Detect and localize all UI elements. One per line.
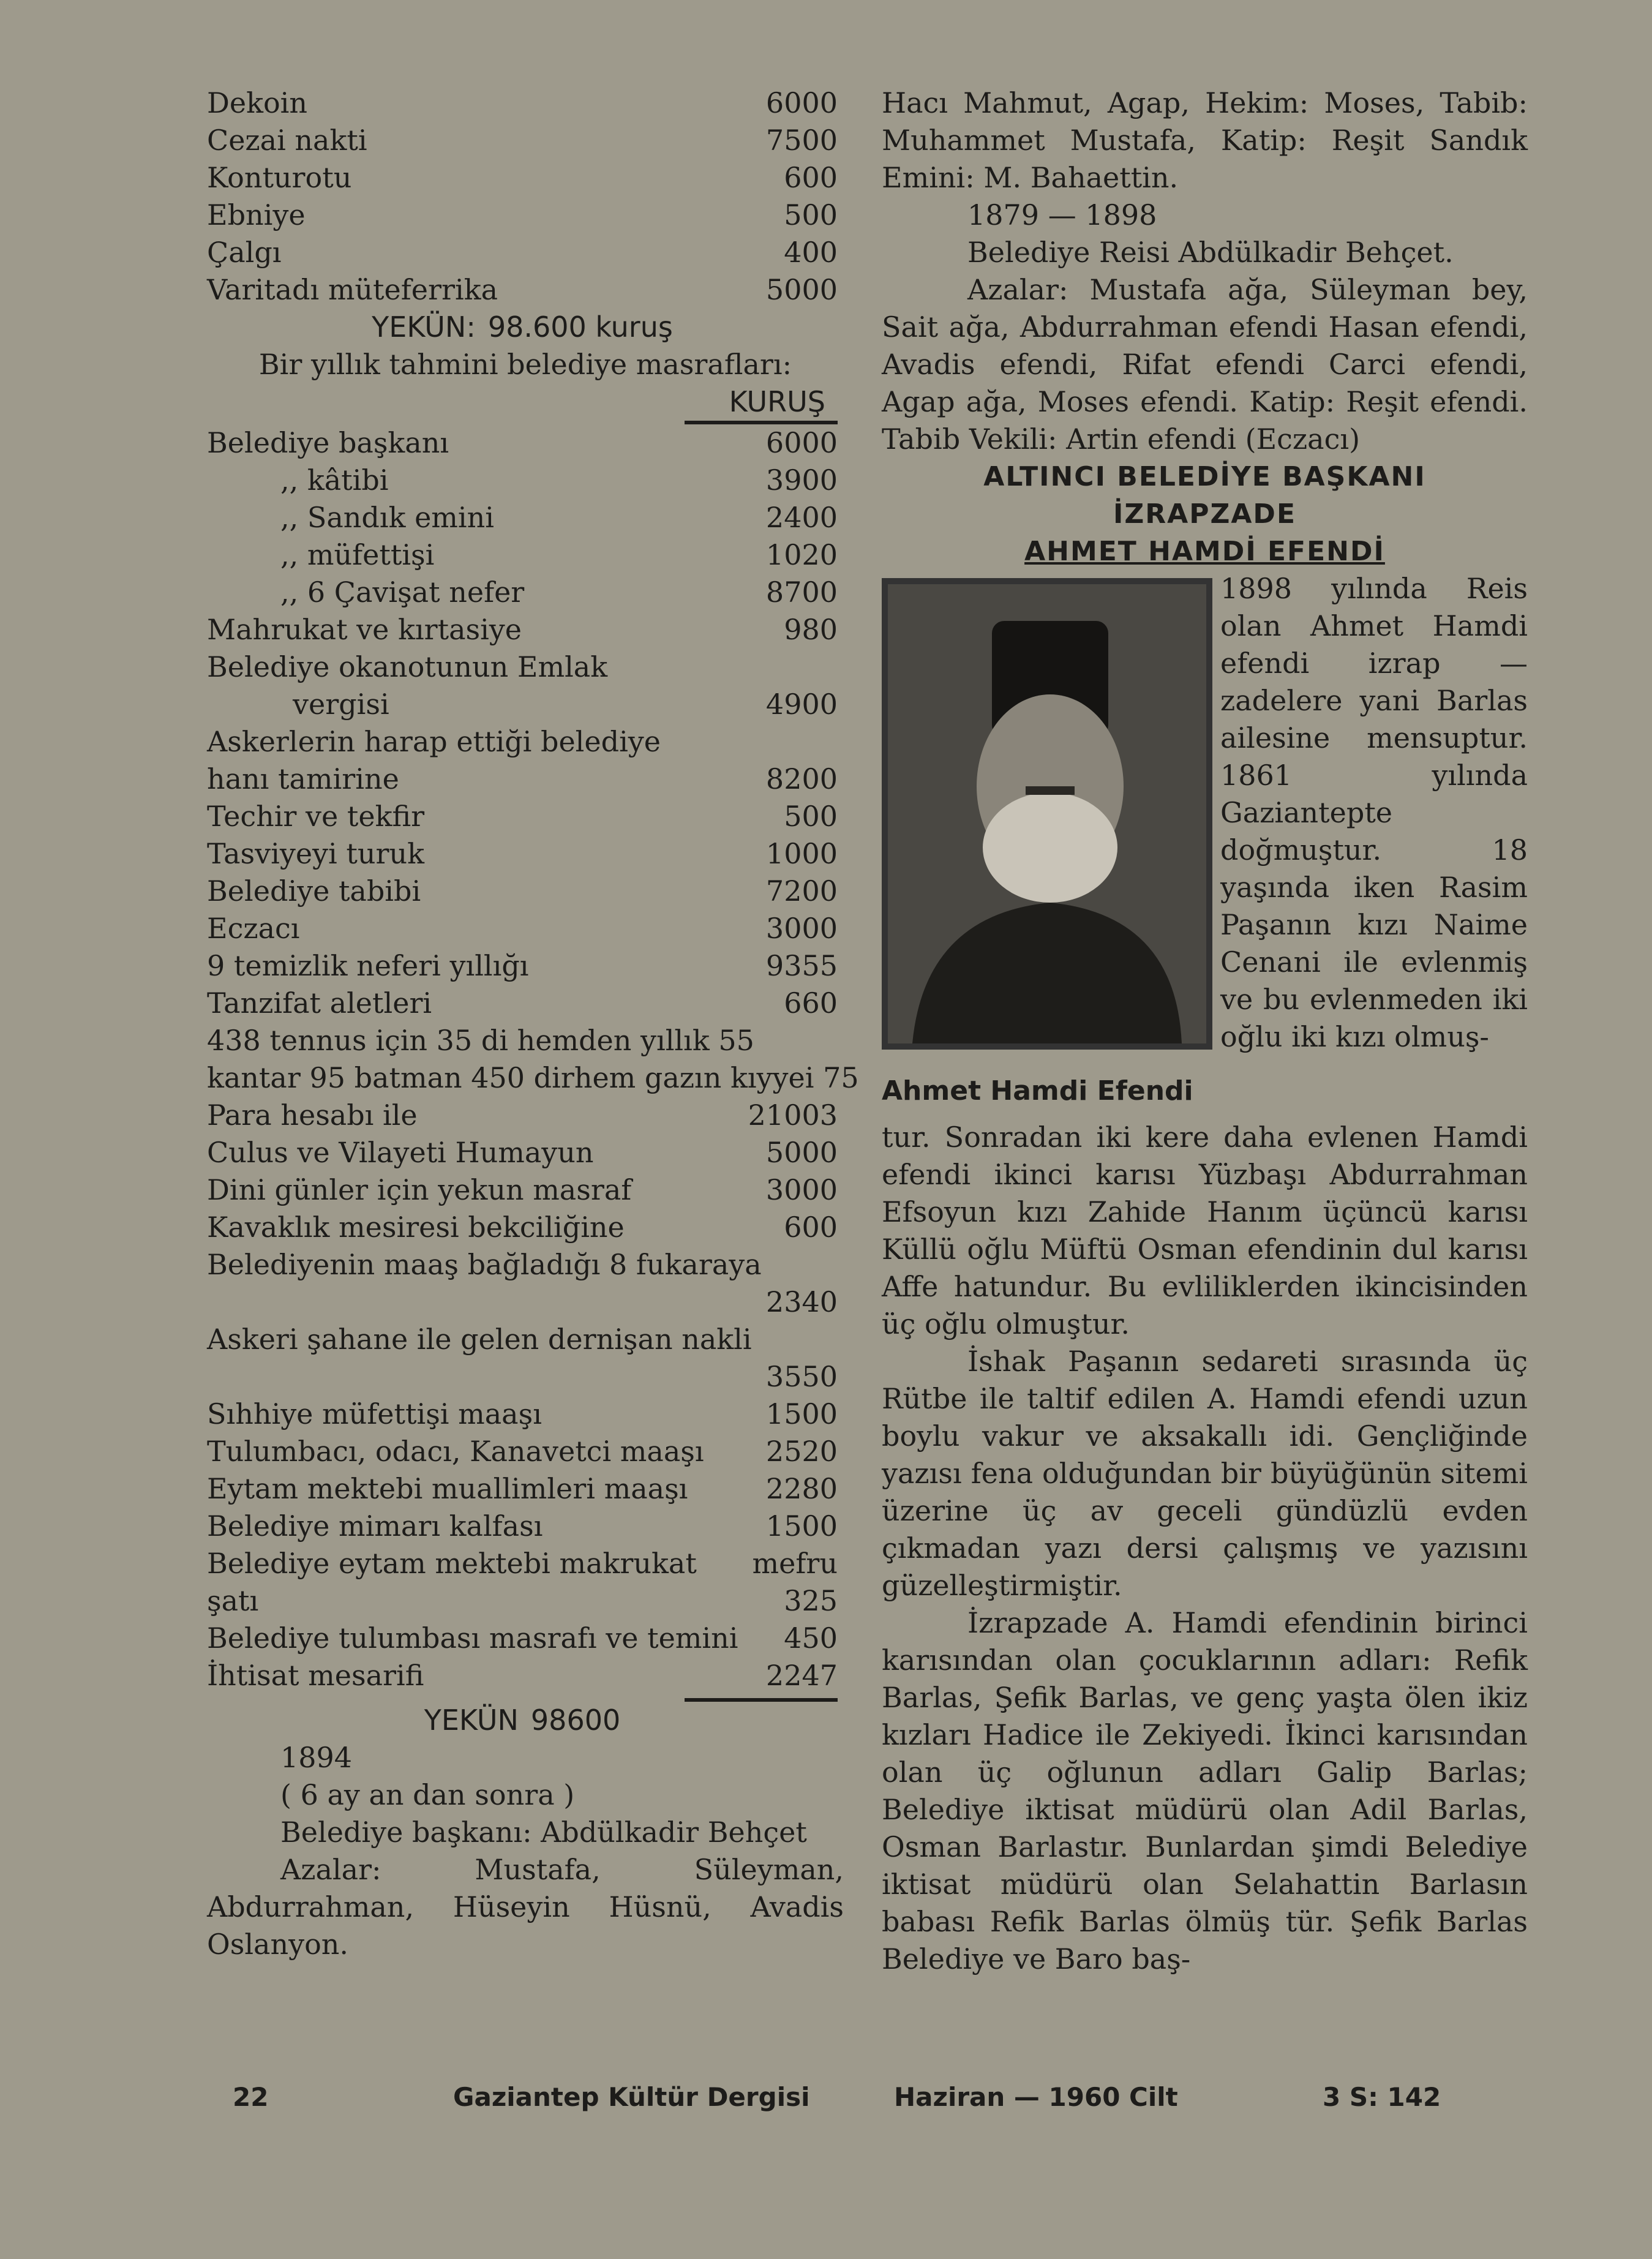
expense-value: 9355 bbox=[765, 949, 838, 982]
expense-value: 3900 bbox=[765, 464, 838, 497]
bio-paragraph-1: tur. Sonradan iki kere daha evlenen Hamdi efendi ikinci karısı Yüzbaşı Abdurrahman Efsoyun kızı Zahide Hanım üçüncü karısı Küllü oğlu Müftü Osman efendinin dul karısı Affe hatundur. Bu evliliklerden ikincisinden üç oğlu olmuştur. bbox=[882, 1121, 1528, 1340]
expense-row bbox=[207, 1097, 844, 1134]
expense-row bbox=[207, 574, 844, 611]
expense-row bbox=[207, 910, 844, 947]
income-value: 7500 bbox=[765, 124, 838, 157]
expense-value: mefru bbox=[752, 1547, 838, 1580]
income-row bbox=[207, 271, 844, 309]
expense-value: 1500 bbox=[765, 1397, 838, 1430]
expense-list bbox=[207, 424, 859, 1694]
section-heading-1: ALTINCI BELEDİYE BAŞKANI bbox=[983, 461, 1426, 492]
expense-value: 4900 bbox=[765, 688, 838, 721]
expense-row bbox=[207, 536, 844, 574]
income-total-value: 98.600 kuruş bbox=[487, 310, 673, 344]
expense-value: 325 bbox=[784, 1584, 838, 1617]
expense-row bbox=[207, 1022, 844, 1059]
expense-row bbox=[207, 648, 844, 686]
income-list bbox=[207, 85, 844, 309]
expense-value: 3000 bbox=[765, 1173, 838, 1206]
income-label: Konturotu bbox=[207, 161, 352, 194]
income-row bbox=[207, 234, 844, 271]
expense-label: hanı tamirine bbox=[207, 762, 399, 795]
mayor-line: Belediye başkanı: Abdülkadir Behçet bbox=[280, 1816, 807, 1849]
expense-label: Mahrukat ve kırtasiye bbox=[207, 613, 522, 646]
expense-row bbox=[207, 1433, 844, 1470]
expense-row bbox=[207, 1470, 844, 1508]
expense-label: Belediye tulumbası masrafı ve temini bbox=[207, 1622, 738, 1655]
income-total-label: YEKÜN: bbox=[372, 310, 476, 344]
expense-label: 438 tennus için 35 di hemden yıllık 55 bbox=[207, 1024, 754, 1057]
section-heading-2: İZRAPZADE bbox=[1113, 498, 1296, 530]
expense-label: Askerlerin harap ettiği belediye bbox=[207, 725, 661, 758]
expense-total bbox=[207, 1702, 844, 1739]
expense-row bbox=[207, 499, 844, 536]
expense-value: 980 bbox=[784, 613, 838, 646]
expense-label: 9 temizlik neferi yıllığı bbox=[207, 949, 529, 982]
expense-row bbox=[207, 1284, 844, 1321]
expense-value: 7200 bbox=[765, 874, 838, 908]
income-value: 400 bbox=[784, 236, 838, 269]
expense-label: Belediye başkanı bbox=[207, 426, 449, 459]
expense-label: Techir ve tekfir bbox=[207, 800, 425, 833]
expense-row bbox=[207, 1321, 844, 1358]
expense-label: kantar 95 batman 450 dirhem gazın kıyyei 75 bbox=[207, 1061, 859, 1094]
portrait-photo bbox=[882, 578, 1212, 1050]
expense-total-label: YEKÜN bbox=[424, 1704, 519, 1737]
expense-row bbox=[207, 424, 844, 462]
income-total bbox=[207, 309, 844, 346]
income-value: 500 bbox=[784, 198, 838, 231]
expense-label: ,, kâtibi bbox=[280, 464, 389, 497]
expense-row bbox=[207, 873, 844, 910]
expense-label: Tulumbacı, odacı, Kanavetci maaşı bbox=[207, 1435, 704, 1468]
expense-value: 600 bbox=[784, 1211, 838, 1244]
page-number: 22 bbox=[233, 2082, 269, 2112]
income-label: Cezai nakti bbox=[207, 124, 367, 157]
expense-label: vergisi bbox=[293, 688, 389, 721]
expenses-unit: KURUŞ bbox=[729, 385, 825, 418]
expense-value: 8700 bbox=[765, 576, 838, 609]
expense-label: ,, Sandık emini bbox=[280, 501, 494, 534]
expense-row bbox=[207, 1657, 844, 1694]
left-column bbox=[207, 85, 859, 1963]
expense-row bbox=[207, 1059, 859, 1097]
mayor-name: Belediye Reisi Abdülkadir Behçet. bbox=[967, 236, 1454, 269]
expense-row bbox=[207, 1396, 844, 1433]
expense-value: 2280 bbox=[765, 1472, 838, 1505]
expense-label: Belediyenin maaş bağladığı 8 fukaraya bbox=[207, 1248, 762, 1281]
left-paragraph bbox=[207, 1739, 844, 1963]
expense-label: Para hesabı ile bbox=[207, 1099, 418, 1132]
expense-value: 500 bbox=[784, 800, 838, 833]
expense-value: 2247 bbox=[765, 1659, 838, 1692]
expense-label: Culus ve Vilayeti Humayun bbox=[207, 1136, 594, 1169]
issue-date: Haziran — 1960 Cilt bbox=[894, 2082, 1178, 2112]
year-line: 1894 bbox=[280, 1741, 353, 1774]
income-row bbox=[207, 85, 844, 122]
expenses-intro: Bir yıllık tahmini belediye masrafları: bbox=[258, 348, 792, 381]
expense-label: Dini günler için yekun masraf bbox=[207, 1173, 632, 1206]
portrait-icon bbox=[888, 584, 1206, 1043]
income-value: 5000 bbox=[765, 273, 838, 306]
expense-row bbox=[207, 1246, 844, 1284]
issue-number: 3 S: 142 bbox=[1323, 2082, 1441, 2112]
expense-value: 3000 bbox=[765, 912, 838, 945]
income-value: 6000 bbox=[765, 86, 838, 119]
expense-row bbox=[207, 1171, 844, 1209]
expense-total-value: 98600 bbox=[530, 1704, 621, 1737]
income-value: 600 bbox=[784, 161, 838, 194]
expense-label: Tanzifat aletleri bbox=[207, 987, 432, 1020]
expense-value: 8200 bbox=[765, 762, 838, 795]
expense-label: Sıhhiye müfettişi maaşı bbox=[207, 1397, 542, 1430]
expense-value: 450 bbox=[784, 1622, 838, 1655]
expense-row bbox=[207, 1134, 844, 1171]
expense-row bbox=[207, 1582, 844, 1620]
page-footer bbox=[233, 2082, 1488, 2125]
expense-label: Belediye okanotunun Emlak bbox=[207, 650, 608, 683]
expense-value: 3550 bbox=[765, 1360, 838, 1393]
right-column bbox=[882, 85, 1528, 1978]
expense-value: 5000 bbox=[765, 1136, 838, 1169]
income-label: Varitadı müteferrika bbox=[207, 273, 498, 306]
expense-row bbox=[207, 1358, 844, 1396]
expense-label: Tasviyeyi turuk bbox=[207, 837, 424, 870]
expense-value: 1500 bbox=[765, 1509, 838, 1543]
income-label: Çalgı bbox=[207, 236, 282, 269]
expense-value: 2340 bbox=[765, 1285, 838, 1318]
expense-row bbox=[207, 947, 844, 985]
journal-name: Gaziantep Kültür Dergisi bbox=[453, 2082, 810, 2112]
expense-label: İhtisat mesarifi bbox=[207, 1659, 424, 1692]
income-row bbox=[207, 122, 844, 159]
expense-row bbox=[207, 798, 844, 835]
income-row bbox=[207, 197, 844, 234]
photo-caption: Ahmet Hamdi Efendi bbox=[882, 1075, 1193, 1107]
expense-value: 2400 bbox=[765, 501, 838, 534]
expense-label: Eytam mektebi muallimleri maaşı bbox=[207, 1472, 688, 1505]
bio-paragraph-2: İshak Paşanın sedareti sırasında üç Rütbe ile taltif edilen A. Hamdi efendi uzun boylu vakur ve aksakallı idi. Gençliğinde yazısı fena olduğundan bir büyüğünün sitemi üzerine üç av geceli gündüzlü evden çıkmadan yazı dersi çalışmış ve yazısını güzelleştirmiştir. bbox=[882, 1345, 1528, 1602]
expense-value: 21003 bbox=[748, 1099, 838, 1132]
expense-label: ,, 6 Çavişat nefer bbox=[280, 576, 525, 609]
expense-label: Kavaklık mesiresi bekciliğine bbox=[207, 1211, 625, 1244]
bio-beside-photo: 1898 yılında Reis olan Ahmet Hamdi efendi izrap — zadelere yani Barlas ailesine mensuptur. 1861 yılında Gaziantepte doğmuştur. 18 yaşında iken Rasim Paşanın kızı Naime Cenani ile evlenmiş ve bu evlenmeden iki oğlu iki kızı olmuş- bbox=[1220, 572, 1528, 1053]
council-members: Azalar: Mustafa ağa, Süleyman bey, Sait ağa, Abdurrahman efendi Hasan efendi, Avadis efendi, Rifat efendi Carci efendi, Agap ağa, Moses efendi. Katip: Reşit efendi. Tabib Vekili: Artin efendi (Eczacı) bbox=[882, 273, 1528, 456]
expense-row bbox=[207, 1508, 844, 1545]
bio-paragraph-3: İzrapzade A. Hamdi efendinin birinci karısından olan çocuklarının adları: Refik Barlas, Şefik Barlas, ve genç yaşta ölen ikiz kızları Hadice ile Zekiyedi. İkinci karısından olan üç oğlunun adları Galip Barlas; Belediye iktisat müdürü olan Adil Barlas, Osman Barlastır. Bunlardan şimdi Belediye iktisat müdürü olan Selahattin Barlasın babası Refik Barlas ölmüş tür. Şefik Barlas Belediye ve Baro baş- bbox=[882, 1606, 1528, 1975]
photo-area bbox=[882, 570, 1528, 1119]
expense-row bbox=[207, 1209, 844, 1246]
expense-row bbox=[207, 1620, 844, 1657]
expense-value: 660 bbox=[784, 987, 838, 1020]
sub-line: ( 6 ay an dan sonra ) bbox=[280, 1778, 575, 1811]
expense-label: Eczacı bbox=[207, 912, 300, 945]
expense-row bbox=[207, 686, 844, 723]
expense-row bbox=[207, 835, 844, 873]
expense-value: 2520 bbox=[765, 1435, 838, 1468]
expense-row bbox=[207, 723, 844, 761]
expense-label: Belediye tabibi bbox=[207, 874, 421, 908]
members-line: Azalar: Mustafa, Süleyman, Abdurrahman, Hüseyin Hüsnü, Avadis Oslanyon. bbox=[207, 1853, 844, 1961]
expense-label: Belediye eytam mektebi makrukat bbox=[207, 1547, 697, 1580]
income-row bbox=[207, 159, 844, 197]
section-heading-3: AHMET HAMDİ EFENDİ bbox=[1024, 536, 1385, 567]
expense-value: 1000 bbox=[765, 837, 838, 870]
expense-label: Askeri şahane ile gelen dernişan nakli bbox=[207, 1323, 752, 1356]
term-years: 1879 — 1898 bbox=[967, 198, 1157, 231]
expense-row bbox=[207, 462, 844, 499]
expense-label: Belediye mimarı kalfası bbox=[207, 1509, 543, 1543]
expense-row bbox=[207, 761, 844, 798]
expense-row bbox=[207, 1545, 844, 1582]
expense-label: şatı bbox=[207, 1584, 259, 1617]
income-label: Dekoin bbox=[207, 86, 308, 119]
members-continued: Hacı Mahmut, Agap, Hekim: Moses, Tabib: Muhammet Mustafa, Katip: Reşit Sandık Emini: M. Bahaettin. bbox=[882, 86, 1528, 194]
expense-row bbox=[207, 985, 844, 1022]
expense-label: ,, müfettişi bbox=[280, 538, 435, 571]
income-label: Ebniye bbox=[207, 198, 306, 231]
expense-value: 1020 bbox=[765, 538, 838, 571]
expense-value: 6000 bbox=[765, 426, 838, 459]
expense-row bbox=[207, 611, 844, 648]
